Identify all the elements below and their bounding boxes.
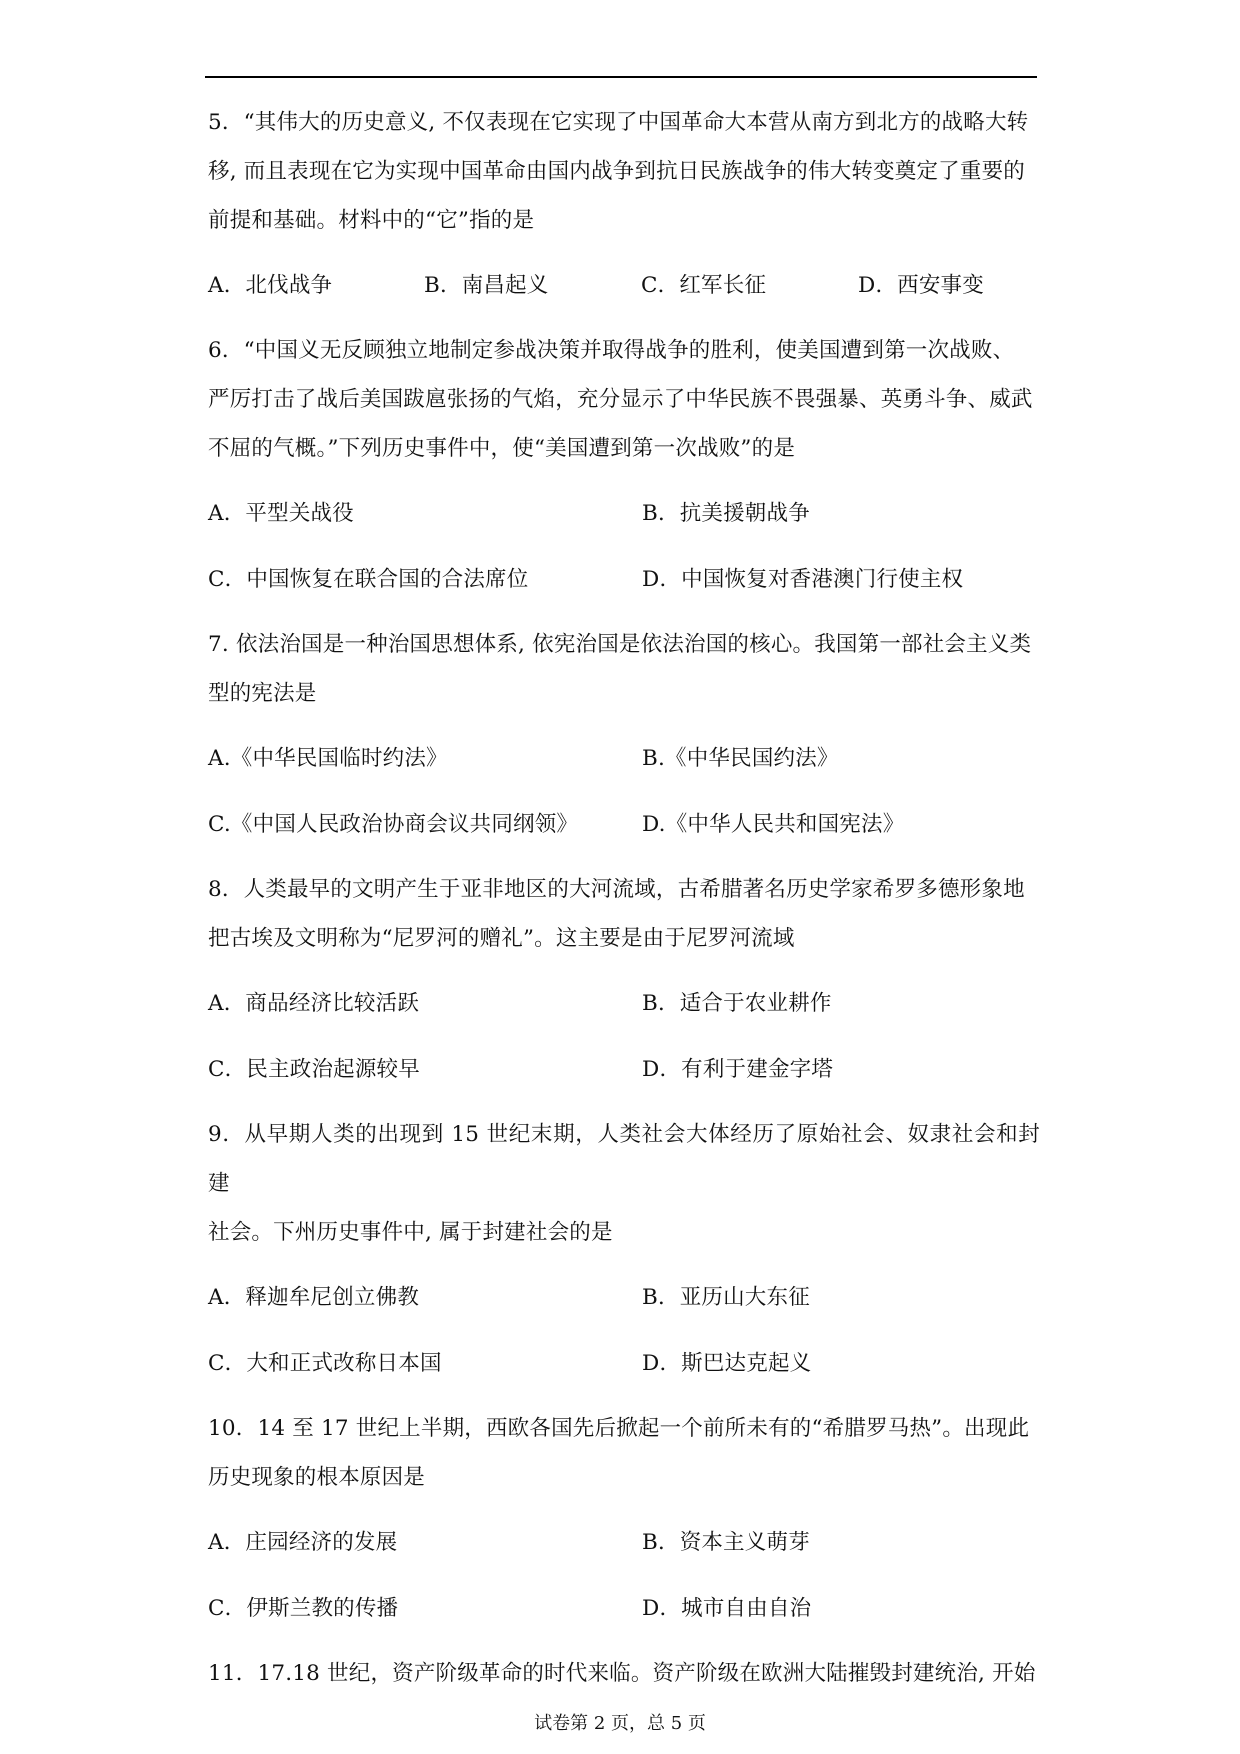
option-a[interactable]: A．商品经济比较活跃 bbox=[208, 991, 420, 1016]
question-11 bbox=[208, 1649, 1040, 1698]
question-7 bbox=[208, 620, 1040, 849]
option-c[interactable]: C．中国恢复在联合国的合法席位 bbox=[208, 567, 529, 592]
question-stem-line: 严厉打击了战后美国跋扈张扬的气焰，充分显示了中华民族不畏强暴、英勇斗争、威武 bbox=[208, 387, 1033, 412]
options-grid bbox=[208, 979, 1040, 1094]
question-9 bbox=[208, 1110, 1040, 1388]
option-a[interactable]: A．释迦牟尼创立佛教 bbox=[208, 1285, 420, 1310]
question-5 bbox=[208, 98, 1040, 310]
options-grid bbox=[208, 734, 1040, 849]
option-c[interactable]: C．民主政治起源较早 bbox=[208, 1057, 420, 1082]
header-rule bbox=[205, 76, 1037, 78]
option-d[interactable]: D．中国恢复对香港澳门行使主权 bbox=[642, 567, 964, 592]
question-stem-line: 6．“中国义无反顾独立地制定参战决策并取得战争的胜利，使美国遭到第一次战败、 bbox=[208, 338, 1015, 363]
question-10 bbox=[208, 1404, 1040, 1633]
options-grid bbox=[208, 489, 1040, 604]
option-b[interactable]: B．资本主义萌芽 bbox=[642, 1530, 810, 1555]
option-d[interactable]: D．有利于建金字塔 bbox=[642, 1057, 834, 1082]
question-stem-line: 5．“其伟大的历史意义, 不仅表现在它实现了中国革命大本营从南方到北方的战略大转 bbox=[208, 110, 1029, 135]
option-d[interactable]: D．城市自由自治 bbox=[642, 1596, 812, 1621]
page-footer: 试卷第 2 页，总 5 页 bbox=[534, 1713, 706, 1734]
question-stem-line: 前提和基础。材料中的“它”指的是 bbox=[208, 208, 535, 233]
option-a[interactable]: A.《中华民国临时约法》 bbox=[208, 746, 448, 771]
option-b[interactable]: B.《中华民国约法》 bbox=[642, 746, 839, 771]
question-stem-line: 移, 而且表现在它为实现中国革命由国内战争到抗日民族战争的伟大转变奠定了重要的 bbox=[208, 159, 1025, 184]
question-stem-line: 7. 依法治国是一种治国思想体系, 依宪治国是依法治国的核心。我国第一部社会主义类 bbox=[208, 632, 1032, 657]
question-stem-line: 把古埃及文明称为“尼罗河的赠礼”。这主要是由于尼罗河流域 bbox=[208, 926, 795, 951]
question-8 bbox=[208, 865, 1040, 1094]
option-d[interactable]: D．斯巴达克起义 bbox=[642, 1351, 812, 1376]
options-grid bbox=[208, 1518, 1040, 1633]
option-c[interactable]: C．红军长征 bbox=[641, 273, 767, 298]
option-b[interactable]: B．亚历山大东征 bbox=[642, 1285, 810, 1310]
question-stem-line: 不屈的气概。”下列历史事件中，使“美国遭到第一次战败”的是 bbox=[208, 436, 796, 461]
option-c[interactable]: C.《中国人民政治协商会议共同纲领》 bbox=[208, 812, 579, 837]
option-c[interactable]: C．大和正式改称日本国 bbox=[208, 1351, 442, 1376]
question-stem-line: 9．从早期人类的出现到 15 世纪末期，人类社会大体经历了原始社会、奴隶社会和封建 bbox=[208, 1122, 1040, 1196]
page-content bbox=[208, 98, 1040, 1698]
option-b[interactable]: B．抗美援朝战争 bbox=[642, 501, 810, 526]
question-stem-line: 8．人类最早的文明产生于亚非地区的大河流域，古希腊著名历史学家希罗多德形象地 bbox=[208, 877, 1025, 902]
question-stem-line: 社会。下州历史事件中, 属于封建社会的是 bbox=[208, 1220, 613, 1245]
option-b[interactable]: B．南昌起义 bbox=[424, 273, 549, 298]
question-6 bbox=[208, 326, 1040, 604]
option-a[interactable]: A．平型关战役 bbox=[208, 501, 354, 526]
question-stem-line: 10．14 至 17 世纪上半期，西欧各国先后掀起一个前所未有的“希腊罗马热”。出现此 bbox=[208, 1416, 1030, 1441]
option-c[interactable]: C．伊斯兰教的传播 bbox=[208, 1596, 399, 1621]
option-d[interactable]: D．西安事变 bbox=[858, 273, 984, 298]
option-d[interactable]: D.《中华人民共和国宪法》 bbox=[642, 812, 905, 837]
options-grid bbox=[208, 1273, 1040, 1388]
option-b[interactable]: B．适合于农业耕作 bbox=[642, 991, 832, 1016]
question-stem-line: 型的宪法是 bbox=[208, 681, 317, 706]
option-a[interactable]: A．北伐战争 bbox=[208, 273, 333, 298]
question-stem-line: 11．17.18 世纪，资产阶级革命的时代来临。资产阶级在欧洲大陆摧毁封建统治, 开始 bbox=[208, 1661, 1036, 1686]
question-stem-line: 历史现象的根本原因是 bbox=[208, 1465, 426, 1490]
option-a[interactable]: A．庄园经济的发展 bbox=[208, 1530, 398, 1555]
options-row bbox=[208, 261, 1040, 310]
